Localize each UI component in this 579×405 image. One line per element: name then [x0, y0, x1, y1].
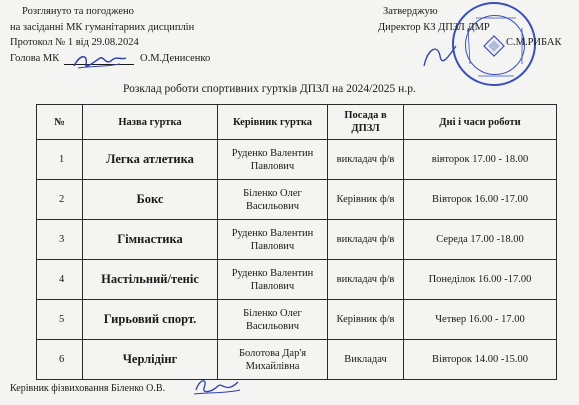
row-num: 1: [37, 140, 83, 180]
leader-position: Викладач: [328, 340, 404, 380]
club-name: Настільний/теніс: [83, 260, 218, 300]
club-schedule: Вівторок 16.00 -17.00: [404, 180, 557, 220]
leader-position: Керівник ф/в: [328, 300, 404, 340]
club-schedule: Вівторок 14.00 -15.00: [404, 340, 557, 380]
col-header-leader: Керівник гуртка: [218, 105, 328, 140]
director-signature: [420, 40, 460, 74]
table-row: [37, 300, 557, 340]
club-name: Черлідінг: [83, 340, 218, 380]
col-header-num: №: [37, 105, 83, 140]
approve-line-2: Директор КЗ ДПЗЛ ДМР: [378, 22, 490, 33]
approval-chair-name: О.М.Денисенко: [140, 53, 211, 64]
leader-position: викладач ф/в: [328, 140, 404, 180]
club-name: Легка атлетика: [83, 140, 218, 180]
club-schedule: Понеділок 16.00 -17.00: [404, 260, 557, 300]
row-num: 4: [37, 260, 83, 300]
approval-chair-label: Голова МК: [10, 53, 60, 64]
col-header-name: Назва гуртка: [83, 105, 218, 140]
approval-line-3: Протокол № 1 від 29.08.2024: [10, 37, 139, 48]
footer-signature: [190, 374, 242, 400]
footer-signatory: Керівник фізвиховання Біленко О.В.: [10, 383, 166, 394]
club-schedule: Середа 17.00 -18.00: [404, 220, 557, 260]
table-row: [37, 260, 557, 300]
club-leader: Руденко Валентин Павлович: [218, 220, 328, 260]
schedule-table: [36, 104, 557, 380]
approval-line-1: Розглянуто та погоджено: [22, 6, 134, 17]
leader-position: викладач ф/в: [328, 260, 404, 300]
table-row: [37, 180, 557, 220]
table-row: [37, 220, 557, 260]
approve-line-3: С.М.РИБАК: [506, 37, 562, 48]
approval-line-2: на засіданні МК гуманітарних дисциплін: [10, 22, 195, 33]
table-row: [37, 140, 557, 180]
row-num: 6: [37, 340, 83, 380]
club-leader: Руденко Валентин Павлович: [218, 260, 328, 300]
club-leader: Біленко Олег Васильович: [218, 300, 328, 340]
club-name: Бокс: [83, 180, 218, 220]
row-num: 5: [37, 300, 83, 340]
club-leader: Біленко Олег Васильович: [218, 180, 328, 220]
document-title: Розклад роботи спортивних гуртків ДПЗЛ на 2024/2025 н.р.: [123, 83, 416, 95]
row-num: 2: [37, 180, 83, 220]
col-header-position: Посада в ДПЗЛ: [328, 105, 404, 140]
club-schedule: Четвер 16.00 - 17.00: [404, 300, 557, 340]
leader-position: Керівник ф/в: [328, 180, 404, 220]
table-header-row: [37, 105, 557, 140]
col-header-schedule: Дні і часи роботи: [404, 105, 557, 140]
club-name: Гімнастика: [83, 220, 218, 260]
leader-position: викладач ф/в: [328, 220, 404, 260]
row-num: 3: [37, 220, 83, 260]
club-name: Гирьовий спорт.: [83, 300, 218, 340]
approve-line-1: Затверджую: [383, 6, 438, 17]
club-leader: Болотова Дар'я Михайлівна: [218, 340, 328, 380]
chair-signature: [70, 48, 130, 74]
club-schedule: вівторок 17.00 - 18.00: [404, 140, 557, 180]
table-row: [37, 340, 557, 380]
club-leader: Руденко Валентин Павлович: [218, 140, 328, 180]
